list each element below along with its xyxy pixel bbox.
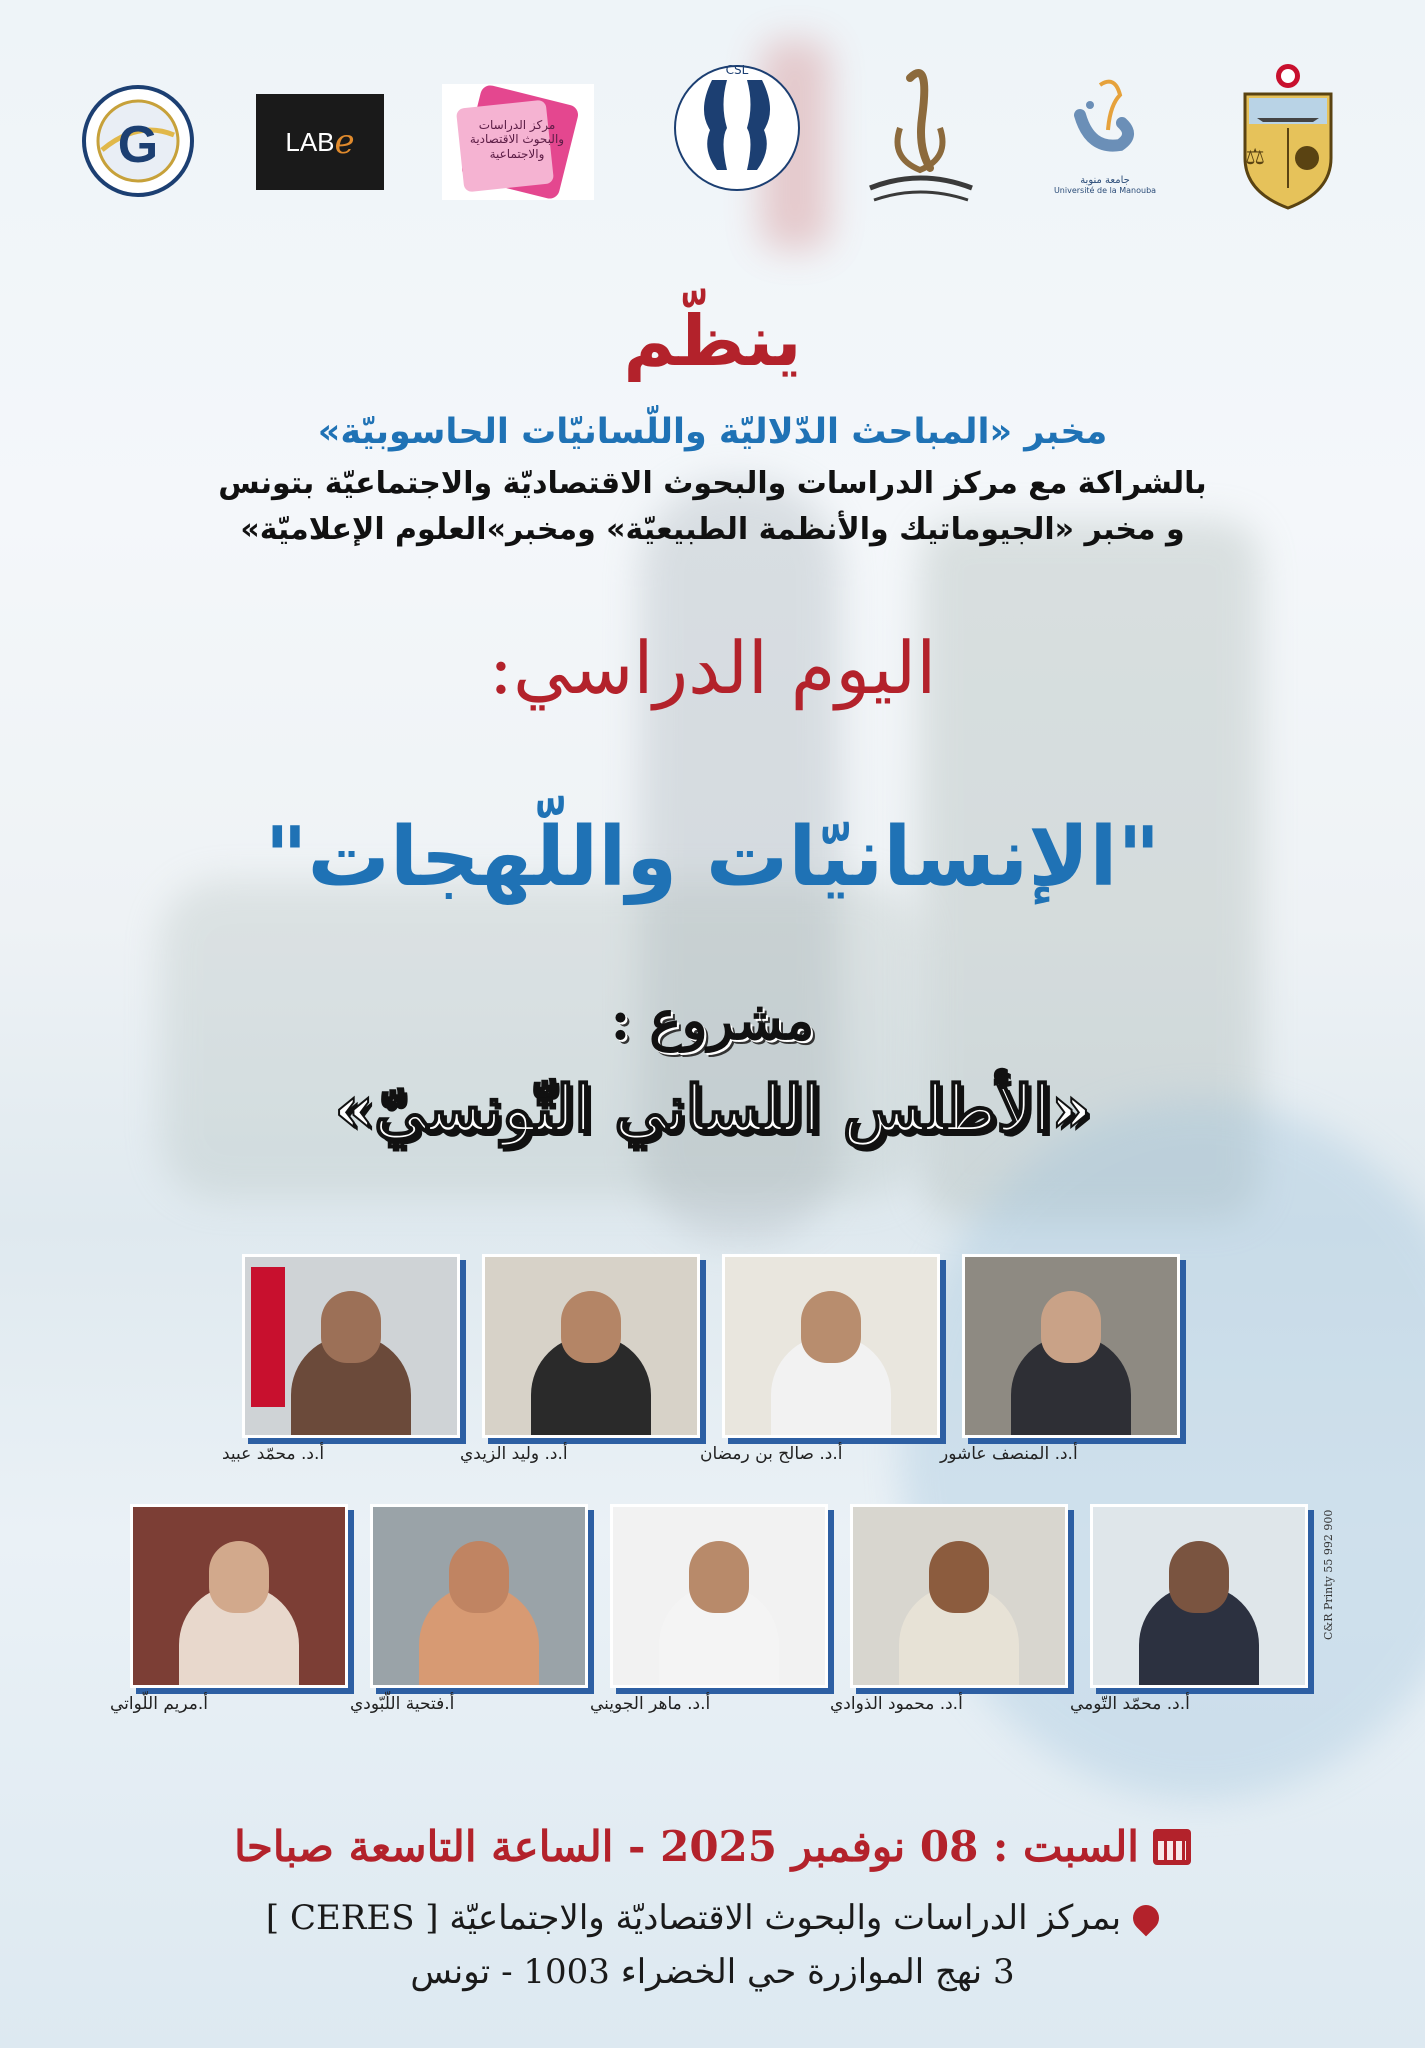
faculty-calligraphy-logo: [855, 58, 985, 208]
speaker-name: أ.د. وليد الزيدي: [460, 1444, 568, 1464]
project-label: مشروع :: [610, 988, 815, 1052]
speaker-name: أ.د. محمود الذوادي: [830, 1694, 963, 1714]
printer-credit: C&R Printy 55 992 900: [1322, 1509, 1335, 1640]
partner-line-1: بالشراكة مع مركز الدراسات والبحوث الاقتصاديّة والاجتماعيّة بتونس: [218, 466, 1207, 501]
ceres-logo: [442, 84, 594, 200]
speaker-photo-monsef-achour: [962, 1254, 1180, 1438]
speaker-photo-mohamed-obaid: [242, 1254, 460, 1438]
location-pin-icon: [1128, 1900, 1165, 1937]
manouba-french-label: Université de la Manouba: [1053, 186, 1157, 195]
speaker-name: أ.د. صالح بن رمضان: [700, 1444, 843, 1464]
speaker-name: أ.مريم اللّواتي: [110, 1694, 208, 1714]
speaker-head: [929, 1541, 989, 1613]
speaker-head: [801, 1291, 861, 1363]
date-row: [0, 1822, 1425, 1871]
study-day-heading: اليوم الدراسي:: [488, 626, 937, 710]
ceres-label: مركز الدراسات والبحوث الاقتصادية والاجتماعية: [469, 118, 565, 161]
speaker-photo-saleh-ben-ramadhan: [722, 1254, 940, 1438]
csl-label: CSL: [725, 63, 749, 77]
speaker-photo-fathia-labboudi: [370, 1504, 588, 1688]
tunisia-coat-of-arms-logo: [1235, 62, 1341, 210]
speaker-head: [1041, 1291, 1101, 1363]
organizes-heading: ينظّم: [623, 300, 802, 382]
university-manouba-logo: [1040, 60, 1170, 210]
speaker-head: [561, 1291, 621, 1363]
speaker-name: أ.د. محمّد عبيد: [222, 1444, 325, 1464]
svg-text:⚖: ⚖: [1245, 145, 1265, 170]
csl-lab-logo: [672, 50, 802, 210]
tunisian-flag-decoration: [251, 1267, 285, 1407]
speaker-photo-walid-zaidi: [482, 1254, 700, 1438]
partner-line-2: و مخبر «الجيوماتيك والأنظمة الطبيعيّة» ومخبر»العلوم الإعلاميّة»: [240, 512, 1185, 547]
speaker-photo-meriem-louati: [130, 1504, 348, 1688]
speaker-name: أ.د. المنصف عاشور: [940, 1444, 1078, 1464]
speaker-head: [449, 1541, 509, 1613]
speaker-head: [321, 1291, 381, 1363]
speaker-photo-mohamed-toumi: [1090, 1504, 1308, 1688]
manouba-arabic-label: جامعة منوبة: [1080, 175, 1130, 186]
speaker-head: [689, 1541, 749, 1613]
speaker-name: أ.د. ماهر الجويني: [590, 1694, 711, 1714]
speaker-head: [1169, 1541, 1229, 1613]
geomatics-letter: G: [117, 116, 159, 174]
venue-address: 3 نهج الموازرة حي الخضراء 1003 - تونس: [410, 1952, 1015, 1992]
speaker-photo-maher-jouini: [610, 1504, 828, 1688]
speaker-photo-mahmoud-dhaouadi: [850, 1504, 1068, 1688]
elab-logo: [256, 94, 384, 190]
speaker-name: أ.د. محمّد التّومي: [1070, 1694, 1190, 1714]
elab-label: LAB: [285, 126, 335, 157]
elab-prefix: e: [334, 122, 355, 162]
event-date-time: السبت : 08 نوفمبر 2025 - الساعة التاسعة صباحا: [234, 1822, 1139, 1871]
geomatics-lab-logo: [82, 80, 194, 202]
project-name: «الأطلس اللساني التّونسيّ»: [334, 1072, 1091, 1147]
venue-row: [0, 1898, 1425, 1938]
lab-name-line: مخبر «المباحث الدّلاليّة واللّسانيّات الحاسوبيّة»: [317, 412, 1108, 452]
speaker-head: [209, 1541, 269, 1613]
calendar-icon: [1153, 1829, 1191, 1865]
event-topic-title: "الإنسانيّات واللّهجات": [264, 810, 1161, 905]
speaker-name: أ.فتحية اللّبّودي: [350, 1694, 455, 1714]
calendar-icon-grid: [1158, 1841, 1186, 1860]
venue-name: بمركز الدراسات والبحوث الاقتصاديّة والاجتماعيّة [ CERES ]: [265, 1898, 1122, 1938]
